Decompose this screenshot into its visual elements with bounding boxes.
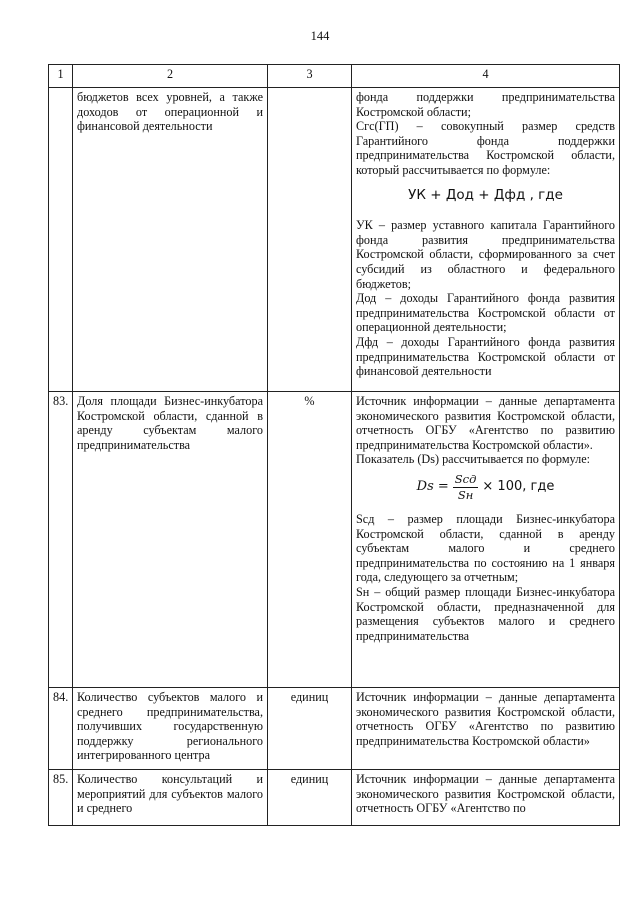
table-row-83 (49, 392, 620, 688)
unit-cell (268, 88, 352, 392)
formula-lhs: Ds = (416, 479, 449, 495)
formula-rhs: × 100, где (482, 479, 555, 495)
description-paragraph: фонда поддержки предпринимательства Костромской области; (356, 90, 615, 119)
description-paragraph: Источник информации – данные департамента экономического развития Костромской области, отчетность ОГБУ «Агентство по развитию предпринимательства Костромской области». (356, 394, 615, 452)
description-cell (352, 88, 620, 392)
page-number: 144 (310, 29, 330, 43)
column-header-2: 2 (73, 65, 268, 88)
indicator-name-cell: бюджетов всех уровней, а также доходов от операционной и финансовой деятельности (73, 88, 268, 392)
description-cell: Источник информации – данные департамента экономического развития Костромской области, отчетность ОГБУ «Агентство по (352, 770, 620, 826)
table-row-continuation (49, 88, 620, 392)
column-header-4: 4 (352, 65, 620, 88)
row-number-cell: 83. (49, 392, 73, 688)
column-header-3: 3 (268, 65, 352, 88)
description-cell: Источник информации – данные департамента экономического развития Костромской области, отчетность ОГБУ «Агентство по развитию предпринимательства Костромской области» (352, 688, 620, 770)
description-cell (352, 392, 620, 688)
description-paragraph: Показатель (Ds) рассчитывается по формуле: (356, 452, 590, 467)
description-paragraph: Sн – общий размер площади Бизнес-инкубатора Костромской области, предназначенной для размещения субъектов малого и среднего предпринимательства (356, 584, 615, 643)
table-header-row (49, 65, 620, 88)
description-paragraph: УК – размер уставного капитала Гарантийного фонда развития предпринимательства Костромской области, сформированного за счет субсидий из областного и федерального бюджетов; (356, 218, 615, 291)
formula-fraction (453, 473, 479, 502)
row-number-cell (49, 88, 73, 392)
unit-cell: единиц (268, 770, 352, 826)
description-paragraph: Сгс(ГП) – совокупный размер средств Гарантийного фонда поддержки предпринимательства Костромской области, который рассчитывается по формуле: (356, 119, 615, 177)
description-paragraph: Дод – доходы Гарантийного фонда развития предпринимательства Костромской области от операционной деятельности; (356, 291, 615, 335)
indicator-name-cell: Количество субъектов малого и среднего предпринимательства, получивших государственную поддержку регионального интегрированного центра (73, 688, 268, 770)
indicator-name-cell: Доля площади Бизнес-инкубатора Костромской области, сданной в аренду субъектам малого предпринимательства (73, 392, 268, 688)
unit-cell: % (268, 392, 352, 688)
description-paragraph: Sсд – размер площади Бизнес-инкубатора Костромской области, сданной в аренду субъектам малого и среднего предпринимательства по состоянию на 1 января года, следующего за отчетным; (356, 511, 615, 585)
indicator-name-cell: Количество консультаций и мероприятий для субъектов малого и среднего (73, 770, 268, 826)
formula-numerator: Sсд (454, 471, 477, 486)
table-row-84 (49, 688, 620, 770)
row-number-cell: 85. (49, 770, 73, 826)
column-header-1: 1 (49, 65, 73, 88)
unit-cell: единиц (268, 688, 352, 770)
table-row-85 (49, 770, 620, 826)
indicators-table (48, 64, 620, 826)
formula: УК + Дод + Дфд , где (408, 186, 563, 203)
description-paragraph: Дфд – доходы Гарантийного фонда развития предпринимательства Костромской области от финансовой деятельности (356, 334, 615, 379)
formula-denominator: Sн (457, 487, 474, 502)
formula (356, 473, 615, 502)
row-number-cell: 84. (49, 688, 73, 770)
